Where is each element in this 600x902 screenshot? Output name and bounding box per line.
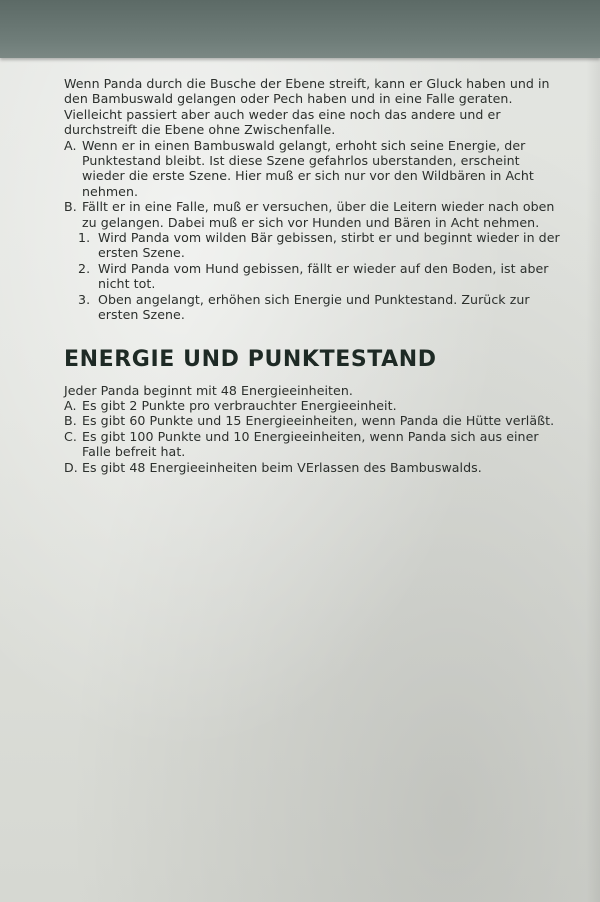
list-marker: 1. (78, 230, 91, 246)
energy-item-text: Es gibt 48 Energieeinheiten beim VErlassen des Bambuswalds. (82, 459, 482, 475)
list-marker: B. (64, 199, 77, 215)
scene-item-a (64, 138, 560, 200)
energy-item-text: Es gibt 2 Punkte pro verbrauchter Energieeinheit. (82, 397, 397, 413)
list-item-text: Oben angelangt, erhöhen sich Energie und Punktestand. Zurück zur ersten Szene. (98, 291, 530, 323)
energy-item-a (64, 398, 560, 413)
energy-intro: Jeder Panda beginnt mit 48 Energieeinheiten. (64, 382, 353, 398)
trap-sub-list (64, 230, 560, 322)
list-marker: 3. (78, 291, 91, 307)
energy-item-d (64, 460, 560, 475)
list-marker: A. (64, 397, 77, 413)
list-item (78, 292, 560, 323)
energy-item-text: Es gibt 100 Punkte und 10 Energieeinheiten, wenn Panda sich aus einer Falle befreit hat. (82, 428, 539, 460)
scene-item-b (64, 199, 560, 230)
scene-text: Fällt er in eine Falle, muß er versuchen, über die Leitern wieder nach oben zu gelangen. Dabei muß er sich vor Hunden und Bären in Acht nehmen. (82, 199, 555, 230)
list-item (78, 230, 560, 261)
list-item-text: Wird Panda vom wilden Bär gebissen, stirbt er und beginnt wieder in der ersten Szene. (98, 230, 560, 261)
energy-item-c (64, 429, 560, 460)
energy-item-b (64, 413, 560, 428)
list-marker: C. (64, 428, 77, 444)
section-heading: ENERGIE UND PUNKTESTAND (64, 346, 437, 372)
scene-text: Wenn er in einen Bambuswald gelangt, erhoht sich seine Energie, der Punktestand bleibt. Ist diese Szene gefahrlos uberstanden, erscheint wieder die erste Szene. Hier muß er sich nur vor den Wildbären in Acht nehmen. (82, 137, 534, 199)
page-edge-shadow (586, 58, 600, 902)
list-item-text: Wird Panda vom Hund gebissen, fällt er wieder auf den Boden, ist aber nicht tot. (98, 260, 549, 292)
list-item (78, 261, 560, 292)
list-marker: 2. (78, 260, 91, 276)
top-color-band (0, 0, 600, 58)
document-page (64, 76, 560, 475)
energy-item-text: Es gibt 60 Punkte und 15 Energieeinheiten, wenn Panda die Hütte verläßt. (82, 413, 555, 429)
intro-paragraph: Wenn Panda durch die Busche der Ebene streift, kann er Gluck haben und in den Bambuswald gelangen oder Pech haben und in eine Falle geraten. Vielleicht passiert aber auch weder das eine noch das andere und er durchstreift die Ebene ohne Zwischenfalle. (64, 76, 550, 138)
list-marker: B. (64, 413, 77, 429)
list-marker: D. (64, 459, 78, 475)
list-marker: A. (64, 137, 77, 153)
